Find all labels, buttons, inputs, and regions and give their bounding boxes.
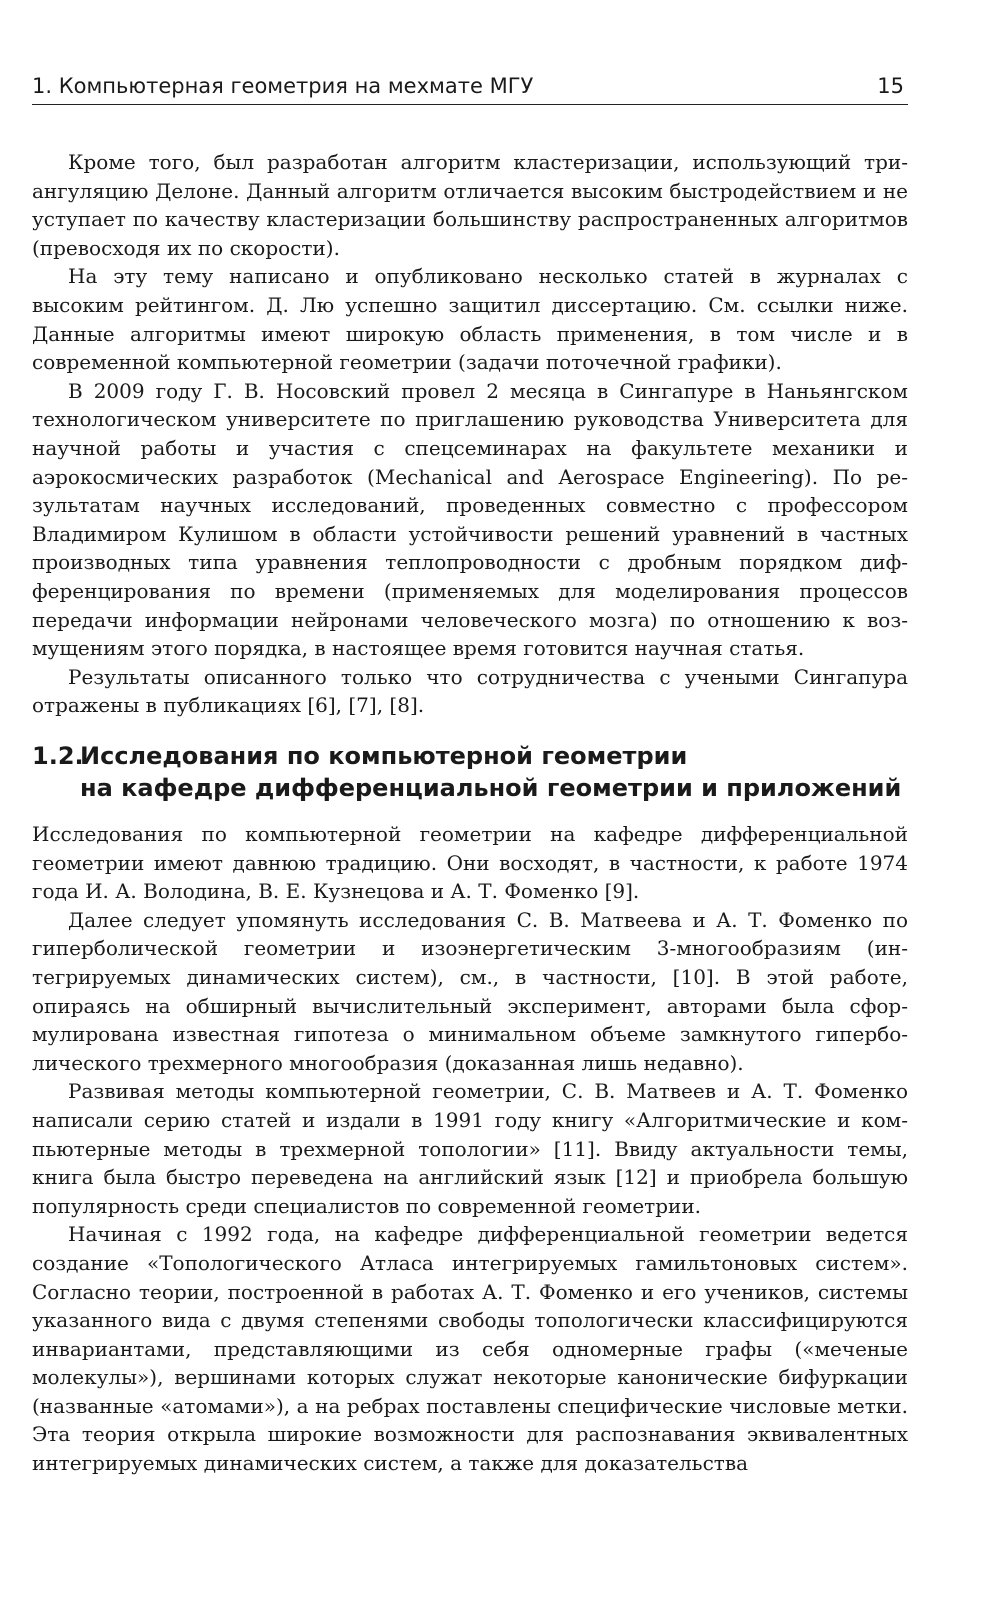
paragraph: В 2009 году Г. В. Носовский провел 2 месяца в Сингапуре в Наньянгском технологическом университете по приглашению руководства Университета для научной работы и участия с спецсеминарах на факультете механики и аэрокосмических разработок (Mechanical and Aerospace Engineering). По результатам научных исследований, проведенных совместно с профессором Владимиром Кулишом в области устойчивости решений уравнений в частных производных типа уравнения теплопроводности с дробным порядком дифференцирования по времени (применяемых для моделирования процессов передачи информации нейронами человеческого мозга) по отношению к возмущениям этого порядка, в настоящее время готовится научная статья. (32, 378, 908, 661)
paragraph: Кроме того, был разработан алгоритм кластеризации, использующий триангуляцию Делоне. Данный алгоритм отличается высоким быстродействием и не уступает по качеству кластеризации большинству распространенных алгоритмов (превосходя их по скорости). (32, 150, 908, 260)
paragraph: На эту тему написано и опубликовано несколько статей в журналах с высоким рейтингом. Д. Лю успешно защитил диссертацию. См. ссылки ниже. Данные алгоритмы имеют широкую область применения, в том числе и в современной компьютерной геометрии (задачи поточечной графики). (32, 264, 908, 375)
text-block-after-section (32, 820, 908, 1478)
paragraph: Исследования по компьютерной геометрии на кафедре дифференциальной геометрии имеют давнюю традицию. Они восходят, в частности, к работе 1974 года И. А. Володина, В. Е. Кузнецова и А. Т. Фоменко [9]. (32, 822, 908, 904)
section-heading-line1 (32, 740, 908, 772)
paragraph: Развивая методы компьютерной геометрии, С. В. Матвеев и А. Т. Фоменко написали серию статей и издали в 1991 году книгу «Алгоритмические и компьютерные методы в трехмерной топологии» [11]. Ввиду актуальности темы, книга была быстро переведена на английский язык [12] и приобрела большую популярность среди специалистов по современной геометрии. (32, 1079, 908, 1218)
page-number: 15 (877, 74, 904, 98)
section-title-line2: на кафедре дифференциальной геометрии и приложений (80, 774, 902, 802)
paragraph: Начиная с 1992 года, на кафедре дифференциальной геометрии ведется создание «Топологического Атласа интегрируемых гамильтоновых систем». Согласно теории, построенной в работах А. Т. Фоменко и его учеников, системы указанного вида с двумя степенями свободы топологически классифицируются инвариантами, представляющими из себя одномерные графы («меченые молекулы»), вершинами которых служат некоторые канонические бифуркации (названные «атомами»), а на ребрах поставлены специфические числовые метки. Эта теория открыла широкие возможности для распознавания эквивалентных интегрируемых динамических систем, а также для доказательства (32, 1222, 908, 1476)
paragraph: Далее следует упомянуть исследования С. В. Матвеева и А. Т. Фоменко по гиперболической геометрии и изоэнергетическим 3-многообразиям (интегрируемых динамических систем), см., в частности, [10]. В этой работе, опираясь на обширный вычислительный эксперимент, авторами была сформулирована известная гипотеза о минимальном объеме замкнутого гиперболического трехмерного многообразия (доказанная лишь недавно). (32, 907, 908, 1075)
section-heading (32, 740, 908, 804)
running-header (32, 68, 908, 105)
section-title-line1: Исследования по компьютерной геометрии (80, 742, 688, 770)
paragraph: Результаты описанного только что сотрудничества с учеными Сингапура отражены в публикациях [6], [7], [8]. (32, 664, 908, 718)
section-number: 1.2. (32, 742, 84, 770)
text-block-before-section (32, 148, 908, 720)
chapter-title: 1. Компьютерная геометрия на мехмате МГУ (32, 74, 534, 98)
